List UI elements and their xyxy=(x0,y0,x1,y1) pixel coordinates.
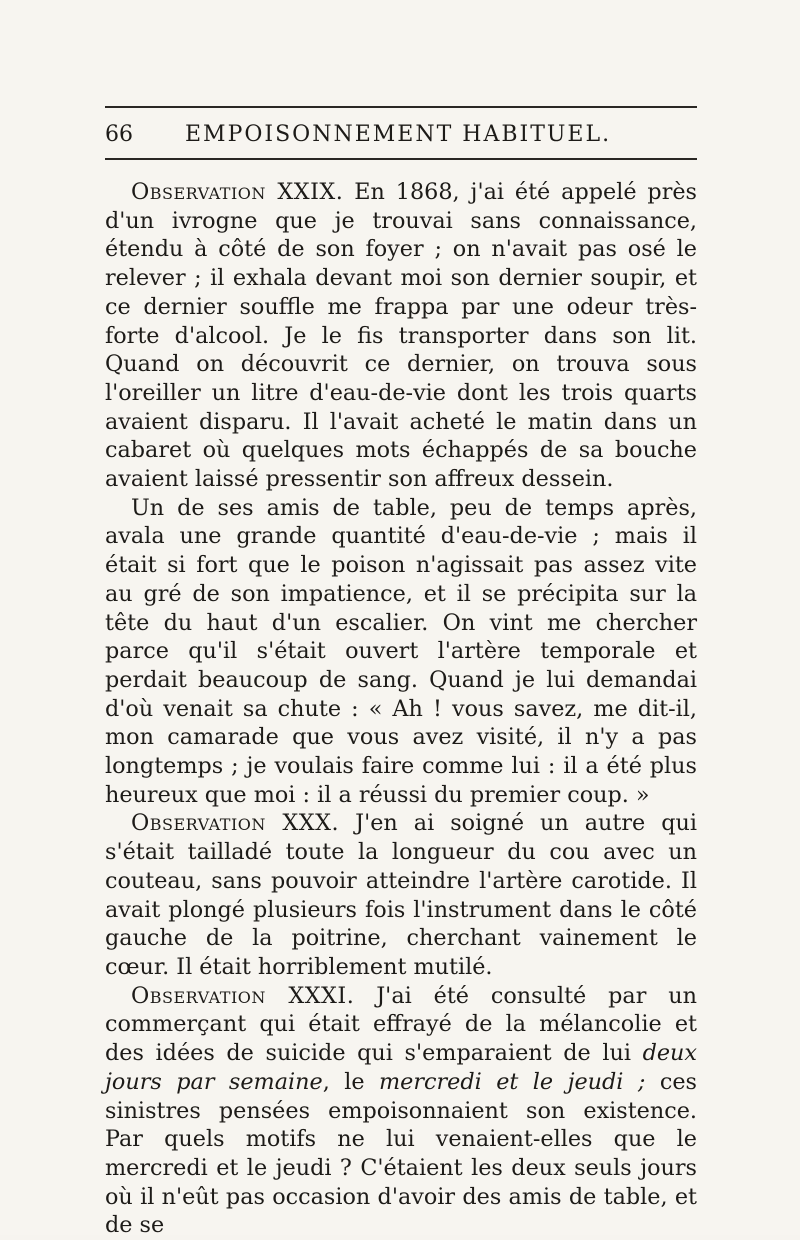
paragraph-text: Un de ses amis de table, peu de temps après, avala une grande quantité d'eau-de-vie ; mais il était si fort que le poison n'agissait pas assez vite au gré de son impatience, et il se précipita sur la tête du haut d'un escalier. On vint me chercher parce qu'il s'était ouvert l'artère temporale et perdait beaucoup de sang. Quand je lui demandai d'où venait sa chute : « Ah ! vous savez, me dit-il, mon camarade que vous avez visité, il n'y a pas longtemps ; je voulais faire comme lui : il a été plus heureux que moi : il a réussi du premier coup. » xyxy=(105,494,697,808)
paragraph-text: En 1868, j'ai été appelé près d'un ivrogne que je trouvai sans connaissance, étendu à côté de son foyer ; on n'avait pas osé le relever ; il exhala devant moi son dernier soupir, et ce dernier souffle me frappa par une odeur très-forte d'alcool. Je le fis transporter dans son lit. Quand on découvrit ce dernier, on trouva sous l'oreiller un litre d'eau-de-vie dont les trois quarts avaient disparu. Il l'avait acheté le matin dans un cabaret où quelques mots échappés de sa bouche avaient laissé pressentir son affreux dessein. xyxy=(105,179,697,493)
observation-label: Observation XXX. xyxy=(131,810,340,837)
observation-label: Observation XXIX. xyxy=(131,179,344,205)
page-body xyxy=(105,178,697,1240)
running-title: EMPOISONNEMENT HABITUEL. xyxy=(185,121,612,147)
paragraph-observation-29 xyxy=(105,178,697,494)
paragraph-text: J'en ai soigné un autre qui s'était tailladé toute la longueur du cou avec un couteau, sans pouvoir atteindre l'artère carotide. Il avait plongé plusieurs fois l'instrument dans le côté gauche de la poitrine, cherchant vainement le cœur. Il était horriblement mutilé. xyxy=(105,810,697,980)
header-rule-bottom xyxy=(105,158,697,160)
page-number: 66 xyxy=(105,121,133,147)
observation-label: Observation XXXI. xyxy=(131,982,355,1009)
header-rule-top xyxy=(105,106,697,108)
italic-text: mercredi et le jeudi ; xyxy=(379,1068,646,1095)
paragraph-text: ces sinistres pensées empoisonnaient son existence. Par quels motifs ne lui venaient-elles que le mercredi et le jeudi ? C'étaient les deux seuls jours où il n'eût pas occasion d'avoir des amis de table, et de se xyxy=(105,1068,697,1239)
paragraph-continuation xyxy=(105,494,697,810)
italic-text: deux jours par semaine xyxy=(105,1040,697,1095)
running-header xyxy=(105,118,697,150)
paragraph-text: , le xyxy=(322,1068,379,1095)
paragraph-observation-30 xyxy=(105,809,697,981)
paragraph-text: J'ai été consulté par un commerçant qui était effrayé de la mélancolie et des idées de suicide qui s'emparaient de lui xyxy=(105,982,698,1067)
paragraph-observation-31 xyxy=(105,982,697,1240)
